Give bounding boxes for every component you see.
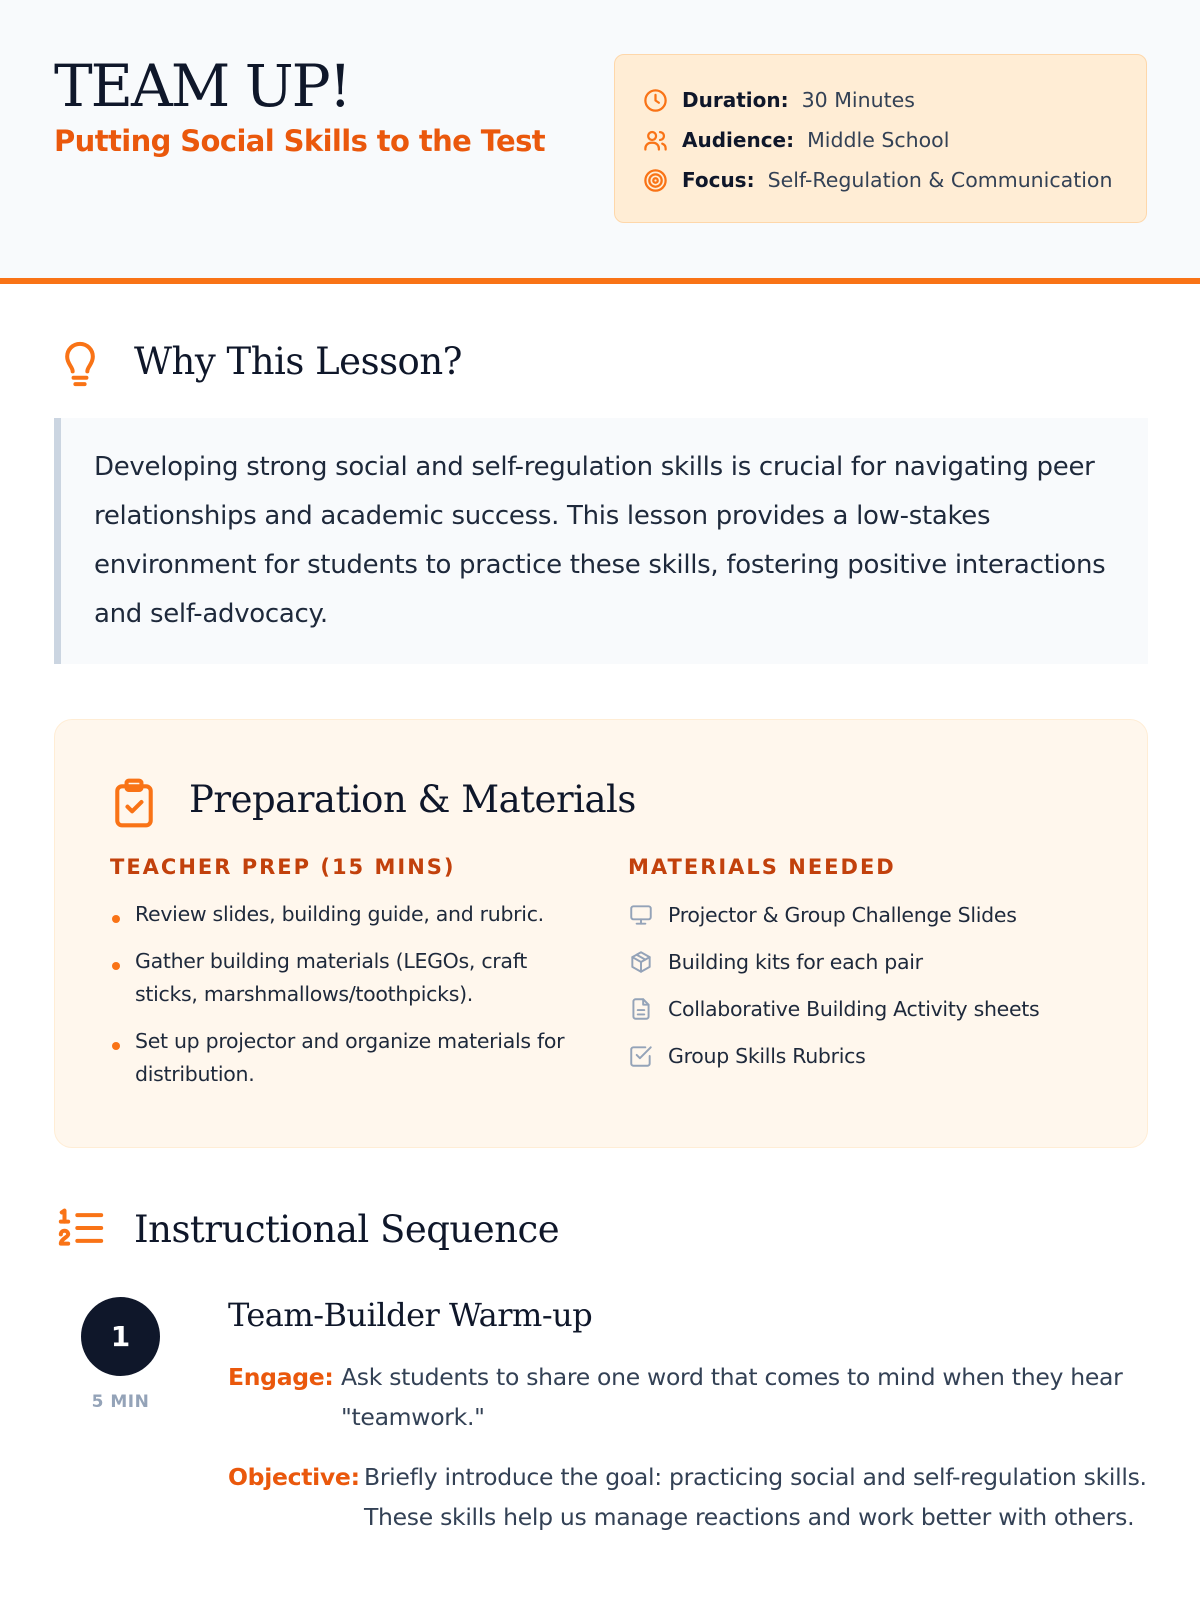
numbered-list-icon [57, 1206, 105, 1250]
material-item [628, 992, 1039, 1025]
monitor-icon [628, 902, 654, 928]
page-subtitle: Putting Social Skills to the Test [54, 124, 546, 158]
page-title: TEAM UP! [54, 52, 350, 120]
document-icon [628, 996, 654, 1022]
bullet-dot [112, 962, 120, 970]
prep-card [54, 719, 1148, 1148]
why-text: Developing strong social and self-regulation skills is crucial for navigating peer relationships and academic success. This lesson provides a low-stakes environment for students to practice these skills, fostering positive interactions and self-advocacy. [94, 452, 1106, 629]
teacher-prep-heading: TEACHER PREP (15 MINS) [110, 855, 456, 879]
target-icon [642, 167, 669, 194]
checkbox-icon [628, 1043, 654, 1069]
meta-focus [642, 165, 1112, 195]
step-engage-row [228, 1357, 1148, 1437]
meta-value: Middle School [807, 128, 950, 152]
material-item [628, 898, 1017, 931]
meta-audience [642, 125, 949, 155]
material-label: Projector & Group Challenge Slides [668, 902, 1017, 927]
meta-value: Self-Regulation & Communication [767, 168, 1113, 192]
meta-duration [642, 85, 915, 115]
step-duration: 5 MIN [91, 1392, 150, 1412]
step-number-badge: 1 [81, 1297, 160, 1376]
why-callout [54, 418, 1148, 664]
step-objective-text: Briefly introduce the goal: practicing social and self-regulation skills. These skills help us manage reactions and work better with others. [364, 1463, 1147, 1531]
users-icon [642, 127, 669, 154]
step-engage-text: Ask students to share one word that comes to mind when they hear "teamwork." [341, 1363, 1123, 1431]
teacher-prep-item: Review slides, building guide, and rubric. [135, 902, 544, 926]
meta-value: 30 Minutes [801, 88, 915, 112]
teacher-prep-item: Set up projector and organize materials for distribution. [135, 1029, 565, 1086]
material-label: Collaborative Building Activity sheets [668, 996, 1040, 1021]
step-objective-label: Objective: [228, 1463, 360, 1491]
material-label: Building kits for each pair [668, 949, 923, 974]
bullet-dot [112, 1042, 120, 1050]
box-icon [628, 949, 654, 975]
section-heading-prep: Preparation & Materials [189, 778, 636, 821]
clipboard-check-icon [111, 777, 157, 829]
lightbulb-icon [58, 338, 102, 390]
lesson-header [0, 0, 1200, 284]
lesson-meta-box [614, 54, 1147, 223]
meta-label: Audience: [682, 128, 795, 152]
step-engage-label: Engage: [228, 1363, 334, 1391]
material-item [628, 1039, 866, 1072]
bullet-dot [112, 915, 120, 923]
section-heading-why: Why This Lesson? [134, 340, 462, 383]
step-objective-row [228, 1457, 1158, 1577]
step-title: Team-Builder Warm-up [228, 1296, 593, 1334]
clock-icon [642, 87, 669, 114]
meta-label: Duration: [682, 88, 789, 112]
section-heading-sequence: Instructional Sequence [134, 1208, 560, 1251]
material-item [628, 945, 923, 978]
teacher-prep-item: Gather building materials (LEGOs, craft sticks, marshmallows/toothpicks). [135, 949, 527, 1006]
materials-heading: MATERIALS NEEDED [628, 855, 896, 879]
meta-label: Focus: [682, 168, 755, 192]
material-label: Group Skills Rubrics [668, 1043, 866, 1068]
